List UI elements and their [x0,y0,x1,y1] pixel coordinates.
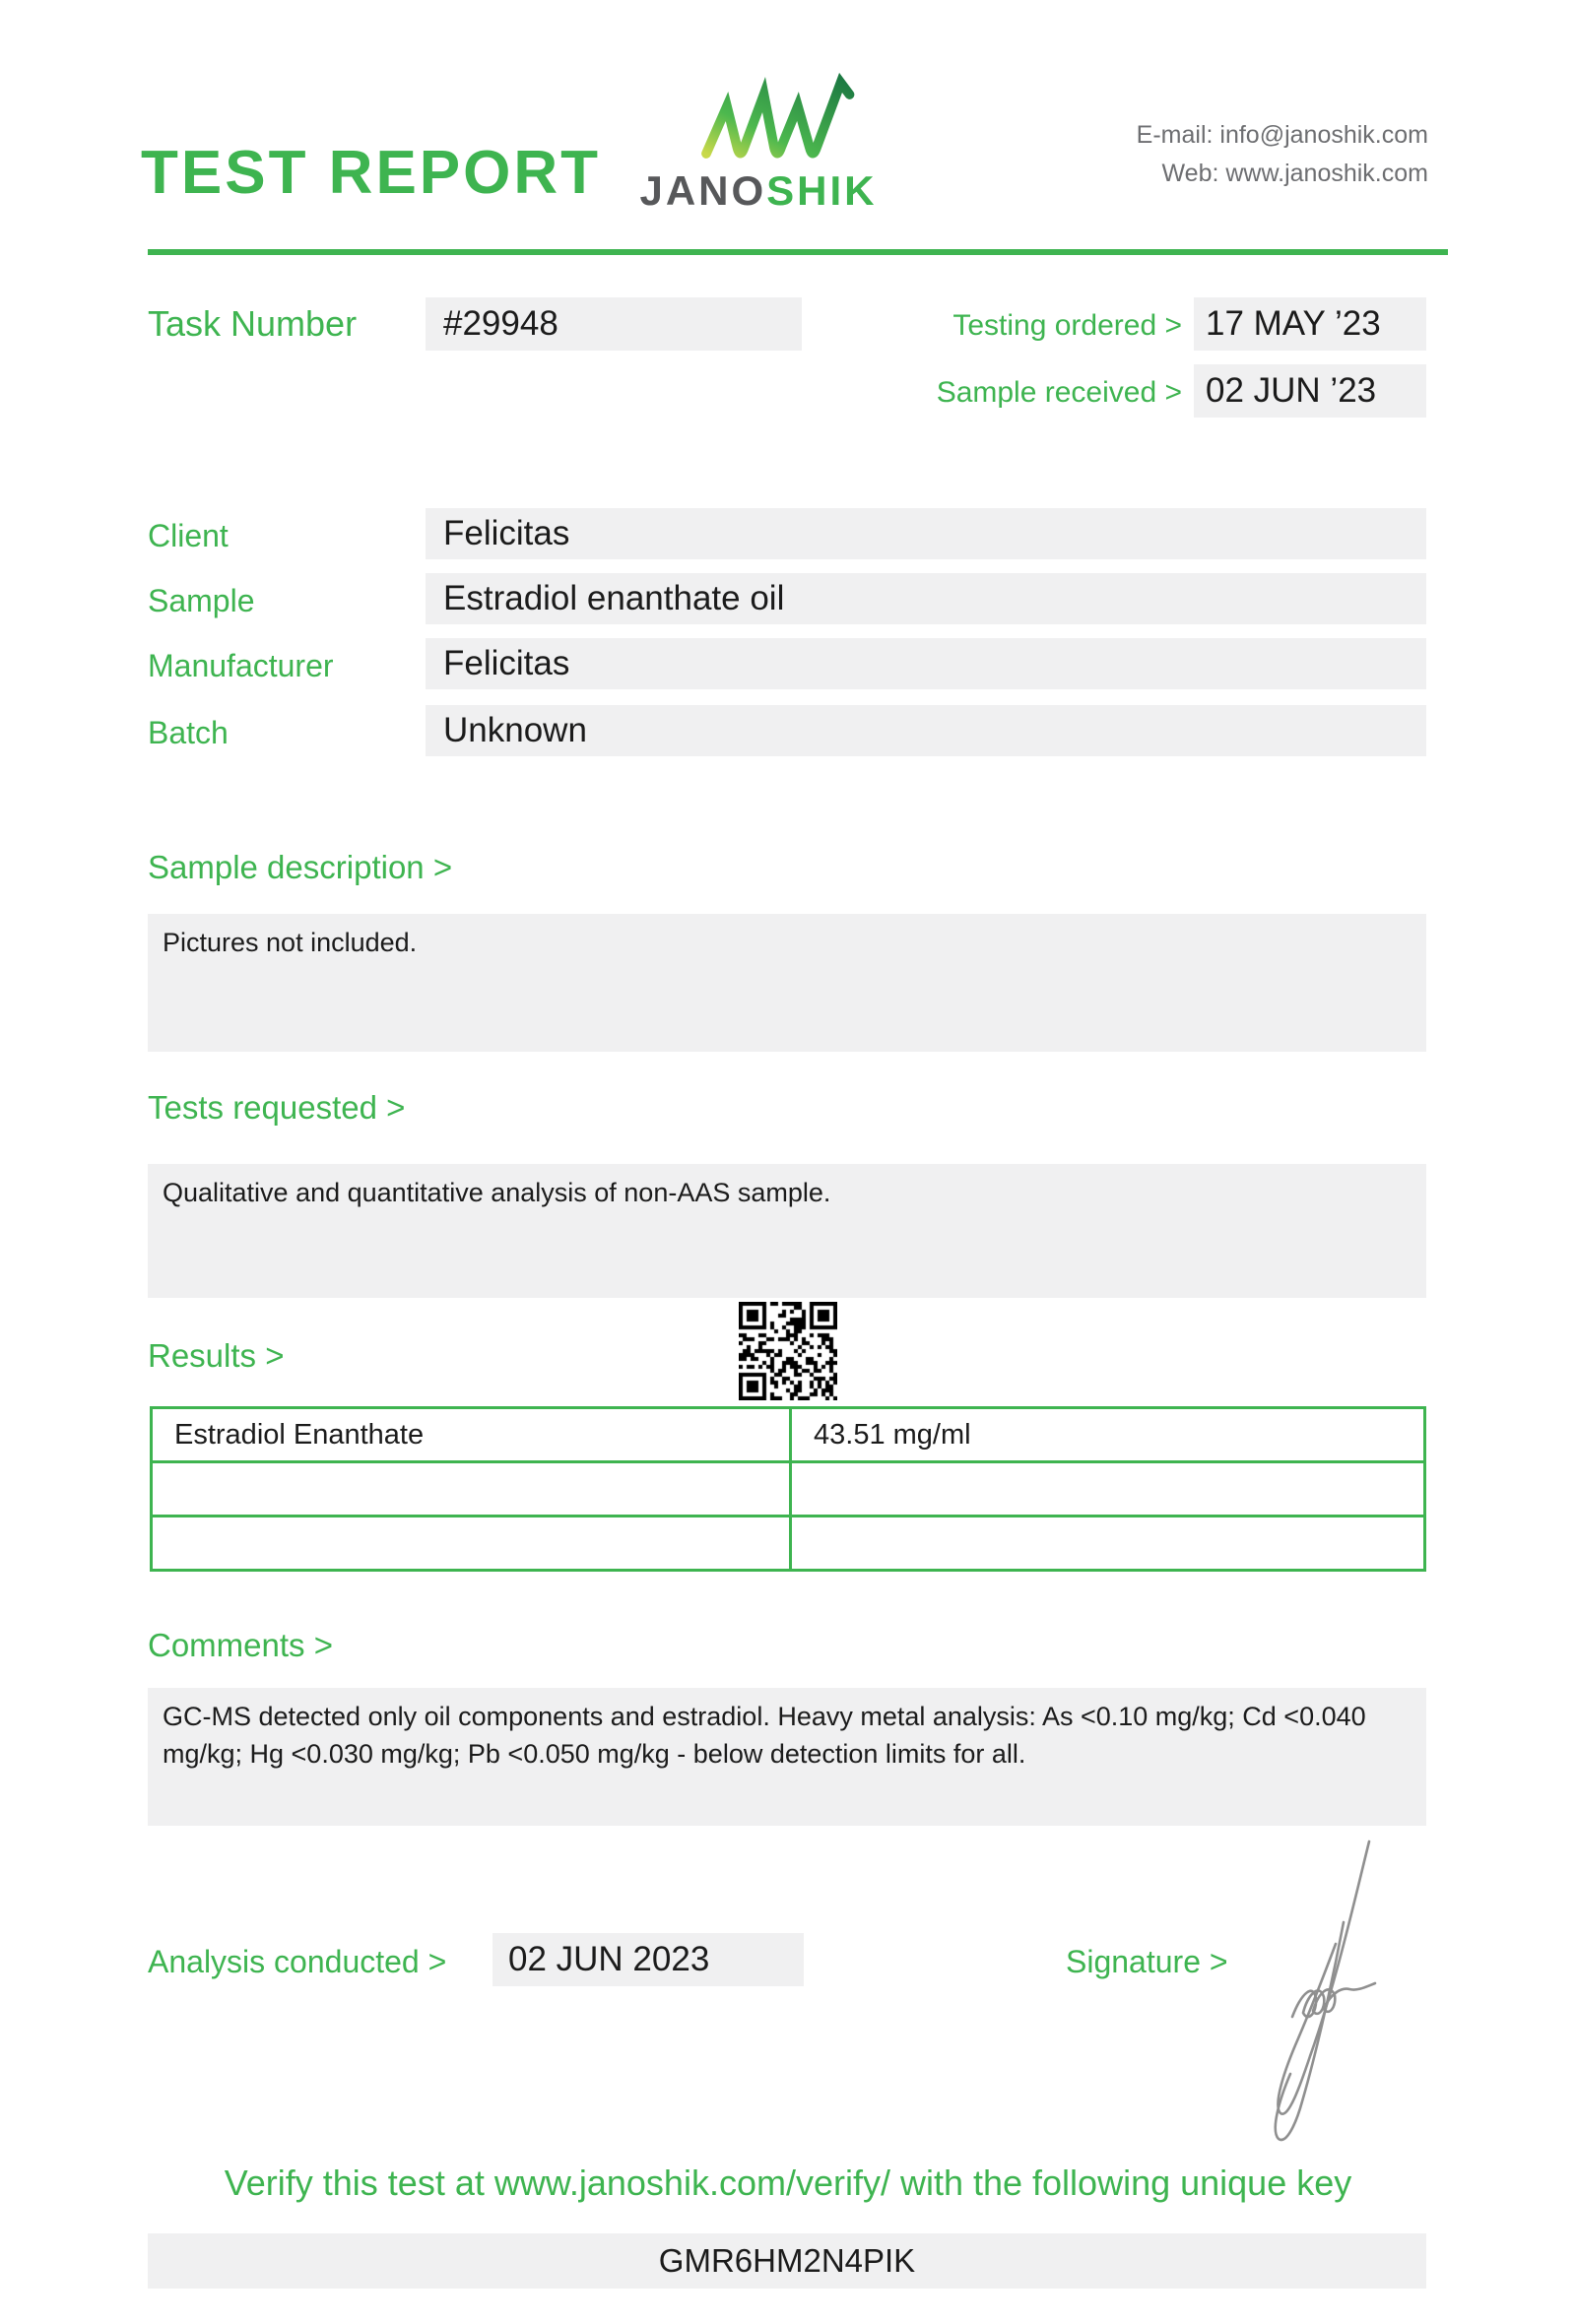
qr-code [739,1302,837,1400]
client-label: Client [148,518,229,553]
result-substance [152,1517,791,1571]
results-table [150,1406,1426,1572]
sample-description-box [148,914,1426,1052]
results-table-row [152,1517,1425,1571]
brand-name-left: JANO [639,167,767,214]
tests-requested-box [148,1164,1426,1298]
comments-box [148,1688,1426,1826]
client-value: Felicitas [426,508,1426,559]
batch-label: Batch [148,715,229,750]
sample-description-heading: Sample description > [148,849,453,885]
result-substance: Estradiol Enanthate [152,1408,791,1462]
manufacturer-value: Felicitas [426,638,1426,689]
results-heading: Results > [148,1337,285,1374]
tests-requested-text: Qualitative and quantitative analysis of non-AAS sample. [163,1178,831,1207]
contact-web: Web: www.janoshik.com [1161,159,1428,187]
testing-ordered-label: Testing ordered > [952,309,1182,342]
contact-info [985,116,1428,193]
signature-label: Signature > [1066,1944,1228,1979]
analysis-conducted-value: 02 JUN 2023 [492,1933,804,1986]
signature-image [1259,1828,1436,2163]
unique-key: GMR6HM2N4PIK [148,2233,1426,2289]
brand-name [611,167,906,215]
sample-label: Sample [148,583,255,618]
task-number-value: #29948 [426,297,802,351]
brand-name-right: SHIK [766,167,878,214]
batch-value: Unknown [426,705,1426,756]
results-table-row [152,1462,1425,1517]
page-title: TEST REPORT [141,139,602,207]
result-value [791,1462,1425,1517]
comments-heading: Comments > [148,1627,333,1663]
brand-logo [611,71,906,215]
task-number-label: Task Number [148,303,358,344]
verify-text: Verify this test at www.janoshik.com/verify/ with the following unique key [224,2163,1352,2203]
analysis-conducted-label: Analysis conducted > [148,1944,447,1979]
header-divider [148,249,1448,255]
manufacturer-label: Manufacturer [148,648,334,683]
result-value: 43.51 mg/ml [791,1408,1425,1462]
sample-received-label: Sample received > [936,376,1182,409]
comments-text: GC-MS detected only oil components and estradiol. Heavy metal analysis: As <0.10 mg/kg; Cd <0.040 mg/kg; Hg <0.030 mg/kg; Pb <0.050 mg/kg - below detection limits for all. [163,1702,1366,1770]
contact-email: E-mail: info@janoshik.com [1136,121,1428,149]
result-value [791,1517,1425,1571]
sample-description-text: Pictures not included. [163,928,418,957]
chart-growth-icon [697,71,875,165]
results-table-row [152,1408,1425,1462]
testing-ordered-value: 17 MAY ’23 [1194,297,1426,351]
sample-value: Estradiol enanthate oil [426,573,1426,624]
tests-requested-heading: Tests requested > [148,1089,406,1126]
sample-received-value: 02 JUN ’23 [1194,364,1426,418]
result-substance [152,1462,791,1517]
